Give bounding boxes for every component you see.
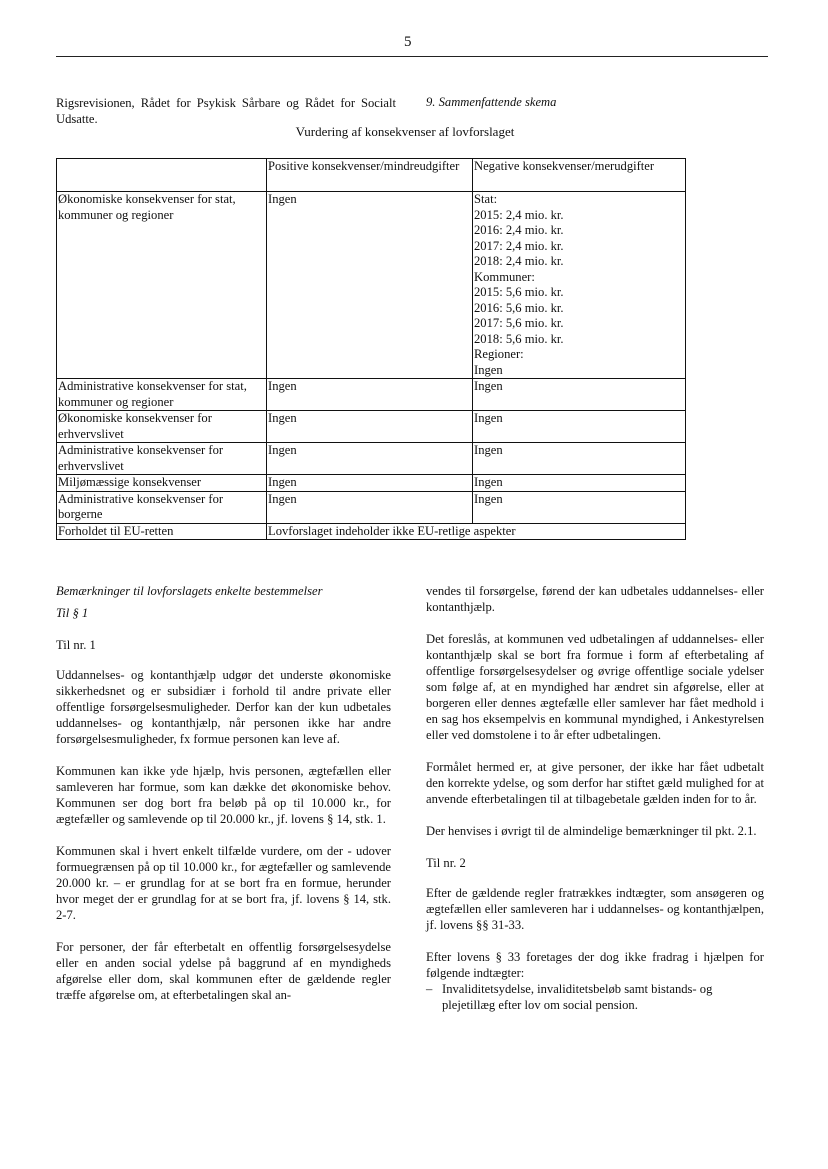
- row-positive: Ingen: [267, 411, 473, 443]
- paragraph: For personer, der får efterbetalt en offentlig forsørgelsesydelse eller en anden social ydelse på baggrund af en myndigheds afgørelse eller dom, skal kommunen efter de gældende regler træffe afgørelse om, at efterbetalingen skal an-: [56, 940, 391, 1002]
- consequences-table: [56, 158, 686, 540]
- paragraph: Uddannelses- og kontanthjælp udgør det underste økonomiske sikkerhedsnet og er subsidiær i forhold til andre private eller offentlige forsørgelsesmuligheder. Derfor kan der kun udbetales uddannelses- og kontanthjælp, når personen ikke har andre forsørgelsesmuligheder, fx formue personen kan leve af.: [56, 668, 391, 746]
- row-positive: Ingen: [267, 491, 473, 523]
- paragraph: Efter de gældende regler fratrækkes indtægter, som ansøgeren og ægtefællen eller samleveren har i uddannelses- og kontanthjælpen, jf. lovens §§ 31-33.: [426, 886, 764, 932]
- header-rule: [56, 56, 768, 57]
- paragraph: Formålet hermed er, at give personer, der ikke har fået udbetalt den korrekte ydelse, og som derfor har stiftet gæld mulighed for at anvende efterbetalingen til at tilbagebetale gælden inden for to år.: [426, 760, 764, 806]
- row-negative: Ingen: [473, 475, 686, 492]
- negative-line: 2015: 5,6 mio. kr.: [474, 285, 564, 299]
- row-label: Administrative konsekvenser for borgerne: [57, 491, 267, 523]
- table-row: [57, 475, 686, 492]
- header-cell-positive: Positive konsekvenser/mindreudgifter: [267, 159, 473, 192]
- left-column: [56, 583, 391, 1019]
- row-negative: Ingen: [473, 411, 686, 443]
- negative-line: 2015: 2,4 mio. kr.: [474, 207, 564, 222]
- list-item-text: Invaliditetsydelse, invaliditetsbeløb samt bistands- og plejetillæg efter lov om social pension.: [442, 982, 713, 1012]
- intro-text: Rigsrevisionen, Rådet for Psykisk Sårbare og Rådet for Socialt Udsatte.: [56, 96, 396, 126]
- right-column: [426, 583, 764, 1013]
- row-label: Økonomiske konsekvenser for stat, kommuner og regioner: [57, 192, 267, 379]
- negative-line: 2017: 5,6 mio. kr.: [474, 316, 564, 330]
- eu-row-text: Lovforslaget indeholder ikke EU-retlige aspekter: [267, 523, 686, 540]
- row-label: Forholdet til EU-retten: [57, 523, 267, 540]
- row-label: Administrative konsekvenser for erhvervslivet: [57, 443, 267, 475]
- paragraph: Kommunen skal i hvert enkelt tilfælde vurdere, om der - udover formuegrænsen på op til 10.000 kr., for ægtefæller og samlevende 20.000 kr. – er grundlag for at se bort fra en formue, herunder hvor meget der er grundlag for at se bort fra, jf. lovens § 14, stk. 2-7.: [56, 844, 391, 922]
- paragraph: vendes til forsørgelse, førend der kan udbetales uddannelses- eller kontanthjælp.: [426, 584, 764, 614]
- table-row: [57, 192, 686, 379]
- negative-line: Regioner:: [474, 347, 524, 361]
- paragraph: Efter lovens § 33 foretages der dog ikke fradrag i hjælpen for følgende indtægter:: [426, 950, 764, 980]
- item-heading-nr2: Til nr. 2: [426, 856, 466, 870]
- remarks-heading: Bemærkninger til lovforslagets enkelte bestemmelser: [56, 584, 323, 598]
- negative-line: 2018: 2,4 mio. kr.: [474, 254, 564, 268]
- row-negative: Ingen: [473, 491, 686, 523]
- row-label: Miljømæssige konsekvenser: [57, 475, 267, 492]
- negative-line: Kommuner:: [474, 269, 535, 284]
- row-positive: Ingen: [267, 379, 473, 411]
- negative-line: Ingen: [474, 362, 503, 377]
- table-row: [57, 491, 686, 523]
- row-positive: Ingen: [267, 443, 473, 475]
- table-header-row: [57, 159, 686, 192]
- table-row-eu: [57, 523, 686, 540]
- negative-line: Stat:: [474, 192, 498, 206]
- paragraph: Kommunen kan ikke yde hjælp, hvis personen, ægtefællen eller samleveren har formue, som kan dække det økonomiske behov. Kommunen ser dog bort fra beløb på op til 10.000 kr., for ægtefæller og samlevende op til 20.000 kr., jf. lovens § 14, stk. 1.: [56, 764, 391, 826]
- paragraph: Der henvises i øvrigt til de almindelige bemærkninger til pkt. 2.1.: [426, 824, 757, 838]
- table-row: [57, 443, 686, 475]
- table-row: [57, 411, 686, 443]
- row-label: Administrative konsekvenser for stat, kommuner og regioner: [57, 379, 267, 411]
- paragraph: Det foreslås, at kommunen ved udbetalingen af uddannelses- eller kontanthjælp skal se bort fra formue i form af efterbetaling af offentlige forsørgelsesydelser og øvrige offentlige sociale ydelser som følge af, at en myndighed har ændret sin afgørelse, eller at borgeren eller dennes ægtefælle eller samlever har fået medhold i en sag hos eksempelvis en kommunal myndighed, i Ankestyrelsen eller ved domstolene i to år efter udbetalingen.: [426, 632, 764, 742]
- table-row: [57, 379, 686, 411]
- header-cell-empty: [57, 159, 267, 192]
- negative-line: 2016: 2,4 mio. kr.: [474, 223, 564, 237]
- section-title: 9. Sammenfattende skema: [426, 95, 557, 109]
- row-label: Økonomiske konsekvenser for erhvervslivet: [57, 411, 267, 443]
- page-number: 5: [404, 34, 412, 50]
- dash-bullet: –: [426, 982, 433, 996]
- header-cell-negative: Negative konsekvenser/merudgifter: [473, 159, 686, 192]
- negative-line: 2018: 5,6 mio. kr.: [474, 331, 564, 346]
- list-item: [426, 981, 764, 1013]
- table-title: Vurdering af konsekvenser af lovforslaget: [295, 124, 515, 139]
- negative-line: 2017: 2,4 mio. kr.: [474, 238, 564, 253]
- item-heading-nr1: Til nr. 1: [56, 638, 96, 652]
- row-positive: Ingen: [267, 475, 473, 492]
- row-positive: Ingen: [267, 192, 473, 379]
- negative-line: 2016: 5,6 mio. kr.: [474, 300, 564, 315]
- row-negative: Ingen: [473, 443, 686, 475]
- paragraph-heading: Til § 1: [56, 606, 89, 620]
- row-negative: Ingen: [473, 379, 686, 411]
- row-negative: [473, 192, 686, 379]
